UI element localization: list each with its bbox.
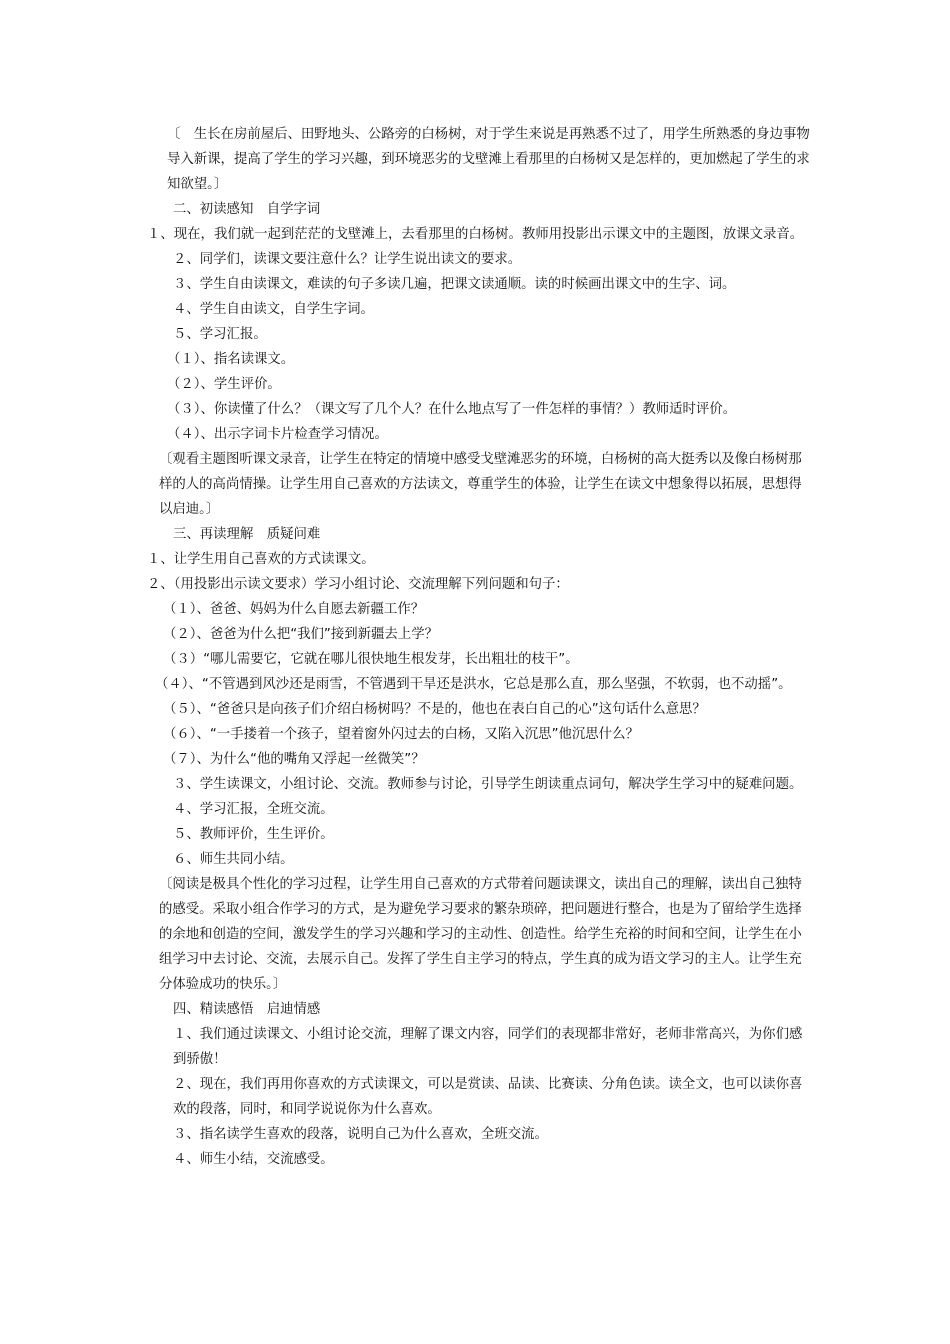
list-item: （３）、你读懂了什么？（课文写了几个人？在什么地点写了一件怎样的事情？）教师适时评价。 — [167, 402, 737, 417]
paragraph: ３、学生读课文，小组讨论、交流。教师参与讨论，引导学生朗读重点词句，解决学生学习中的疑难问题。 — [173, 777, 803, 792]
list-item: （２）、学生评价。 — [167, 377, 281, 392]
paragraph: １、我们通过读课文、小组讨论交流，理解了课文内容，同学们的表现都非常好，老师非常高兴，为你们感到骄傲！ — [173, 1027, 803, 1067]
paragraph: ５、教师评价，生生评价。 — [173, 827, 334, 842]
list-item: （４）、“不管遇到风沙还是雨雪，不管遇到干旱还是洪水，它总是那么直，那么坚强，不软弱，也不动摇”。 — [155, 677, 792, 692]
section-heading: 二、初读感知 自学字词 — [173, 202, 321, 217]
paragraph: ３、学生自由读课文，难读的句子多读几遍，把课文读通顺。读的时候画出课文中的生字、词。 — [173, 277, 736, 292]
paragraph: １、现在，我们就一起到茫茫的戈壁滩上，去看那里的白杨树。教师用投影出示课文中的主题图，放课文录音。 — [147, 227, 804, 242]
paragraph: ２、（用投影出示读文要求）学习小组讨论、交流理解下列问题和句子： — [147, 577, 569, 592]
paragraph: ６、师生共同小结。 — [173, 852, 294, 867]
list-item: （１）、指名读课文。 — [167, 352, 295, 367]
list-item: （１）、爸爸、妈妈为什么自愿去新疆工作？ — [163, 602, 425, 617]
list-item: （５）、“爸爸只是向孩子们介绍白杨树吗？不是的，他也在表白自己的心”这句话什么意思？ — [163, 702, 706, 717]
list-item: （２）、爸爸为什么把“我们”接到新疆去上学？ — [163, 627, 438, 642]
list-item: （４）、出示字词卡片检查学习情况。 — [167, 427, 388, 442]
paragraph: ２、同学们，读课文要注意什么？让学生说出读文的要求。 — [173, 252, 522, 267]
section-heading: 三、再读理解 质疑问难 — [173, 527, 321, 542]
paragraph: ２、现在，我们再用你喜欢的方式读课文，可以是赏读、品读、比赛读、分角色读。读全文，也可以读你喜欢的段落，同时，和同学说说你为什么喜欢。 — [173, 1077, 803, 1117]
list-item: （７）、为什么“他的嘴角又浮起一丝微笑”？ — [163, 752, 425, 767]
section-heading: 四、精读感悟 启迪情感 — [173, 1002, 321, 1017]
paragraph: ４、学习汇报，全班交流。 — [173, 802, 334, 817]
commentary-paragraph: 〔阅读是极具个性化的学习过程，让学生用自己喜欢的方式带着问题读课文，读出自己的理解，读出自己独特的感受。采取小组合作学习的方式，是为避免学习要求的繁杂琐碎，把问题进行整合，也是为了留给学生选择的余地和创造的空间，激发学生的学习兴趣和学习的主动性、创造性。给学生充裕的时间和空间，让学生在小组学习中去讨论、交流，去展示自己。发挥了学生自主学习的特点，学生真的成为语文学习的主人。让学生充分体验成功的快乐。〕 — [159, 877, 802, 992]
paragraph: １、让学生用自己喜欢的方式读课文。 — [147, 552, 375, 567]
list-item: （６）、“一手搂着一个孩子，望着窗外闪过去的白杨，又陷入沉思”他沉思什么？ — [163, 727, 639, 742]
list-item: （３）“哪儿需要它，它就在哪儿很快地生根发芽，长出粗壮的枝干”。 — [163, 652, 579, 667]
commentary-paragraph: 〔 生长在房前屋后、田野地头、公路旁的白杨树，对于学生来说是再熟悉不过了，用学生所熟悉的身边事物导入新课，提高了学生的学习兴趣，到环境恶劣的戈壁滩上看那里的白杨树又是怎样的，更加燃起了学生的求知欲望。〕 — [167, 127, 810, 192]
document-body — [147, 122, 811, 1172]
paragraph: ５、学习汇报。 — [173, 327, 267, 342]
commentary-paragraph: 〔观看主题图听课文录音，让学生在特定的情境中感受戈壁滩恶劣的环境，白杨树的高大挺秀以及像白杨树那样的人的高尚情操。让学生用自己喜欢的方法读文，尊重学生的体验，让学生在读文中想象得以拓展，思想得以启迪。〕 — [159, 452, 802, 517]
paragraph: ４、学生自由读文，自学生字词。 — [173, 302, 374, 317]
paragraph: ３、指名读学生喜欢的段落，说明自己为什么喜欢，全班交流。 — [173, 1127, 548, 1142]
paragraph: ４、师生小结，交流感受。 — [173, 1152, 334, 1167]
